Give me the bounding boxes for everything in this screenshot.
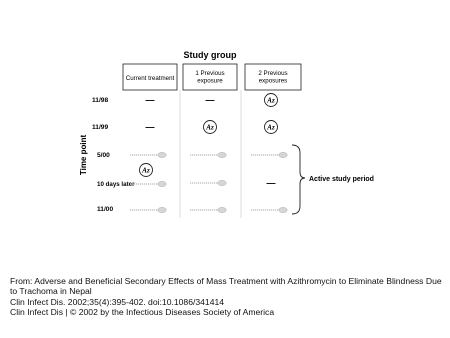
- no-treatment-dash: —: [145, 95, 155, 105]
- column-header-1-previous: [183, 64, 237, 90]
- swab-tip: [218, 152, 226, 157]
- column-header-label: Current treatment: [125, 75, 175, 82]
- no-treatment-dash: —: [205, 95, 215, 105]
- caption-source-title: From: Adverse and Beneficial Secondary Effects of Mass Treatment with Azithromycin to Eliminate Blindness Due to Trachoma in Nepal: [10, 276, 442, 297]
- swab-sample-icon: [190, 180, 226, 185]
- column-header-current: [123, 64, 177, 90]
- row-label-10-days-later: 10 days later: [97, 181, 135, 188]
- column-header-2-previous: [245, 64, 301, 90]
- swab-sample-icon: [190, 207, 226, 212]
- swab-sample-icon: [130, 152, 166, 157]
- swab-tip: [158, 181, 166, 186]
- azithromycin-pill-icon: [265, 121, 278, 134]
- swab-tip: [279, 152, 287, 157]
- column-header-label: 1 Previous exposure: [195, 70, 225, 85]
- row-label-5-00: 5/00: [97, 152, 110, 159]
- swab-sample-icon: [190, 152, 226, 157]
- pill-label: Az: [142, 166, 150, 175]
- swab-sample-icon: [251, 152, 287, 157]
- active-study-period-bracket: [292, 145, 305, 214]
- row-label-11-00: 11/00: [97, 206, 114, 213]
- pill-label: Az: [267, 123, 275, 132]
- caption-copyright: Clin Infect Dis | © 2002 by the Infectious Diseases Society of America: [10, 307, 275, 318]
- active-study-period-label: Active study period: [309, 176, 374, 183]
- row-label-11-98: 11/98: [92, 97, 109, 104]
- swab-tip: [218, 207, 226, 212]
- swab-sample-icon: [251, 207, 287, 212]
- caption-citation: Clin Infect Dis. 2002;35(4):395-402. doi:10.1086/341414: [10, 296, 225, 307]
- column-header-label: 2 Previous exposures: [258, 70, 288, 85]
- azithromycin-pill-icon: [140, 164, 153, 177]
- row-label-11-99: 11/99: [92, 124, 109, 131]
- azithromycin-pill-icon: [204, 121, 217, 134]
- swab-tip: [158, 152, 166, 157]
- pill-label: Az: [206, 123, 214, 132]
- swab-tip: [218, 180, 226, 185]
- figure-caption: [10, 276, 442, 318]
- no-treatment-dash: —: [266, 178, 276, 188]
- study-group-header: Study group: [183, 50, 237, 60]
- no-treatment-dash: —: [145, 122, 155, 132]
- swab-tip: [158, 207, 166, 212]
- swab-sample-icon: [130, 207, 166, 212]
- swab-tip: [279, 207, 287, 212]
- study-grid-cells: [130, 94, 287, 213]
- azithromycin-pill-icon: [265, 94, 278, 107]
- time-point-axis-label: Time point: [79, 134, 88, 176]
- pill-label: Az: [267, 96, 275, 105]
- swab-sample-icon: [130, 181, 166, 186]
